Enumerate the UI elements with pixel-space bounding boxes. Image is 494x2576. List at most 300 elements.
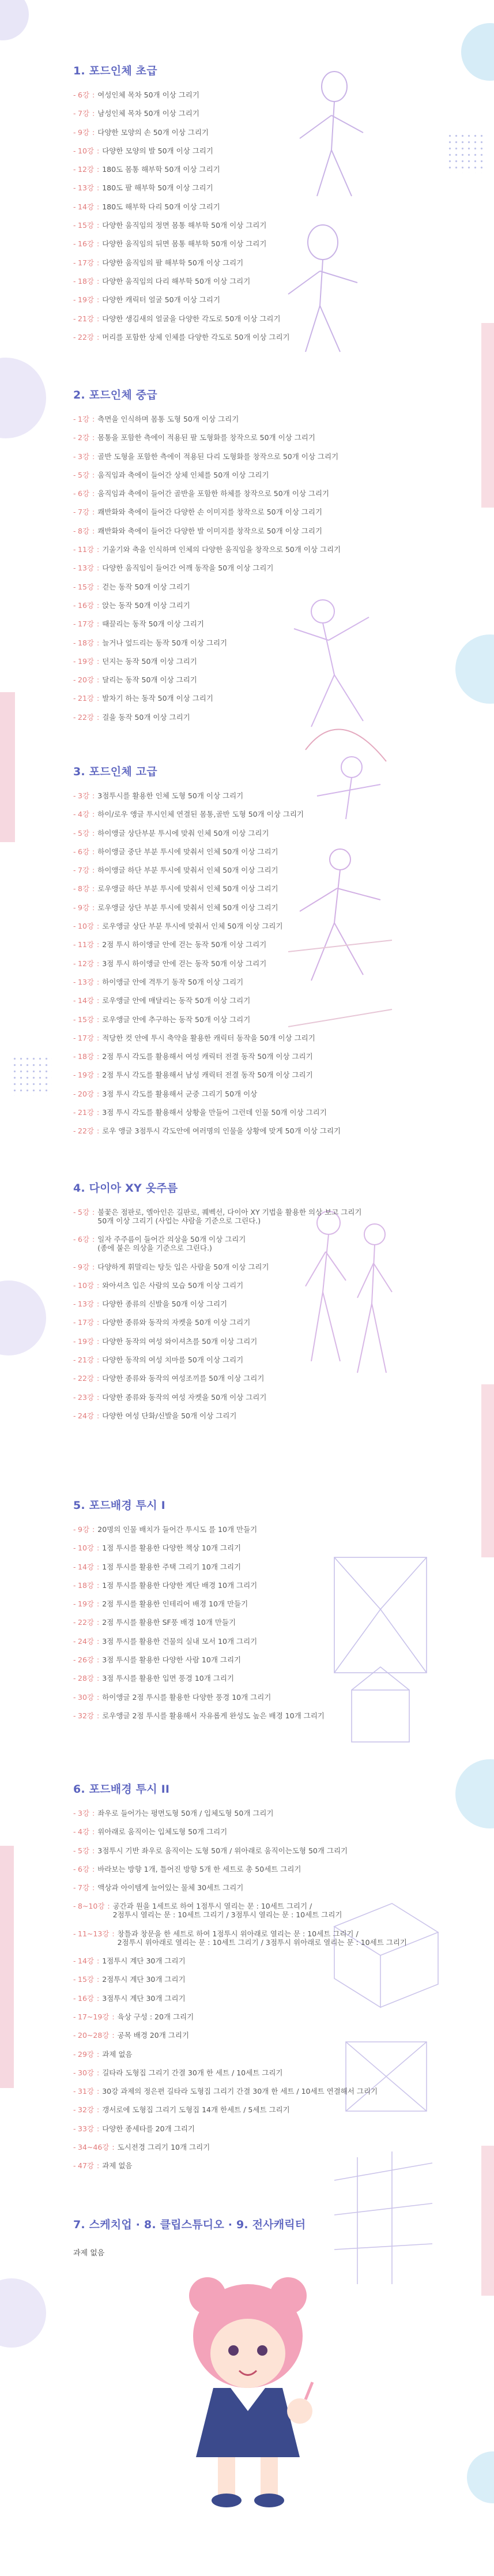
separator: : [96,996,100,1005]
assignment-text: 다양한 캐릭터 얼굴 50개 이상 그리기 [102,295,221,305]
lesson-number: 13강 [78,183,94,193]
bullet-dash: - [73,1929,76,1938]
deco-circle-bottom-right [467,2451,494,2503]
assignment-text: 로우 앵글 3점투시 각도안에 여러명의 인물을 상황에 맞게 50개 이상 그리기 [102,1126,341,1136]
lesson-number: 1강 [78,415,90,423]
lesson-number: 6강 [78,1864,90,1873]
list-item [73,1235,454,1252]
deco-circle-top-right [461,23,494,81]
separator: : [96,600,100,610]
bullet-dash: - [73,656,76,666]
bullet-dash: - [73,2143,76,2152]
lesson-number: 6강 [78,1235,90,1244]
bullet-dash: - [73,1336,76,1346]
assignment-text: 공목 배경 20개 그리기 [117,2031,190,2040]
assignment-text: 다양하게 휘말리는 탕듯 입은 사람을 50개 이상 그리기 [97,1262,269,1271]
bullet-dash: - [73,1599,76,1609]
assignment-text: 움직임과 축에이 들어간 골반을 포함한 하체를 창작으로 50개 이상 그리기 [97,489,330,498]
separator: : [96,1052,100,1061]
list-item [73,1337,454,1346]
bullet-dash: - [73,619,76,629]
assignment-text: 과제 없음 [102,2161,133,2171]
bullet-dash: - [73,1809,76,1818]
bullet-dash: - [73,1318,76,1327]
assignment-text: 몸통을 포함한 측에이 적용된 팔 도형화를 창작으로 50개 이상 그리기 [97,433,315,442]
lesson-number: 10강 [78,1281,94,1290]
separator: : [96,1318,100,1327]
lesson-number: 15강 [78,1975,94,1984]
separator: : [96,1562,100,1571]
list-item [73,147,454,155]
bullet-dash: - [73,1993,76,2003]
separator: : [96,675,100,685]
separator: : [96,2105,100,2115]
assignment-text: 쾌반화와 축에이 들어간 다양한 발 이미지를 창작으로 50개 이상 그리기 [97,526,323,535]
assignment-text: 로우앵글 하단 부분 투시에 맞춰서 인체 50개 이상 그리기 [97,884,278,893]
assignment-text: 로우앵글 2점 투시를 활용해서 자유롭게 완성도 높은 배경 10개 그리기 [102,1711,325,1720]
bullet-dash: - [73,2068,76,2077]
list-item [73,884,454,893]
separator: : [92,508,95,517]
assignment-text: 길타라 도형집 그리기 간결 30개 한 세트 / 10세트 그리기 [102,2068,283,2077]
assignment-text: 공간과 원을 1세트로 하여 1점투시 열리는 문 : 10세트 그리기 / 2점투시 열리는 문 : 10세트 그리기 / 3점투시 열리는 문 : 10세트 그리기 [112,1902,342,1920]
list-item [73,1975,454,1984]
list-item [73,1637,454,1646]
separator: : [96,1336,100,1346]
lesson-number: 14강 [78,202,94,211]
list-item [73,1655,454,1664]
lesson-number: 17강 [78,1318,94,1327]
separator: : [96,1015,100,1024]
list-item [73,713,454,722]
lesson-number: 17강 [78,1033,94,1042]
bullet-dash: - [73,1827,76,1837]
mascot-character-icon [167,2267,329,2521]
assignment-text: 180도 팔 해부학 50개 이상 그리기 [102,183,213,193]
bullet-dash: - [73,508,76,517]
bullet-dash: - [73,2031,76,2040]
lesson-number: 20강 [78,675,94,685]
list-item [73,903,454,912]
lesson-number: 28강 [78,1674,94,1683]
separator: : [96,1033,100,1042]
list-item [73,415,454,423]
assignment-text: 액상과 아이템게 늘어있는 물체 30세트 그리기 [97,1883,244,1892]
separator: : [96,2124,100,2133]
assignment-text: 다양한 움직임의 팔 해부학 50개 이상 그리기 [102,258,244,267]
separator: : [96,2161,100,2171]
bullet-dash: - [73,295,76,305]
section-6 [73,1781,454,2180]
lesson-number: 8강 [78,884,90,893]
list-item [73,527,454,535]
assignment-text: 다양한 동작의 여성 치마를 50개 이상 그리기 [102,1355,244,1365]
lesson-number: 11~13강 [78,1929,110,1938]
bullet-dash: - [73,1108,76,1117]
separator: : [92,903,95,912]
lesson-number: 31강 [78,2087,94,2096]
list-item [73,1599,454,1608]
bullet-dash: - [73,1262,76,1271]
assignment-text: 다양한 종류와 동작의 여성조끼를 50개 이상 그리기 [102,1374,265,1383]
list-item [73,1393,454,1402]
list-item [73,333,454,341]
deco-stripe-left-2 [0,1846,14,2088]
bullet-dash: - [73,903,76,912]
list-item [73,940,454,949]
list-item [73,1525,454,1534]
separator: : [96,1108,100,1117]
lesson-number: 6강 [78,91,90,99]
lesson-number: 20강 [78,1089,94,1098]
list-item [73,2087,454,2096]
lesson-number: 32강 [78,2105,94,2115]
separator: : [96,712,100,722]
list-item [73,1263,454,1271]
assignment-text: 다양한 생김새의 얼굴을 다양한 각도로 50개 이상 그리기 [102,314,281,323]
bullet-dash: - [73,2105,76,2115]
bullet-dash: - [73,127,76,137]
separator: : [96,239,100,249]
list-item [73,583,454,591]
lesson-number: 4강 [78,1827,90,1837]
separator: : [107,1902,110,1911]
separator: : [92,1262,95,1271]
assignment-text: 다양한 모양의 발 50개 이상 그리기 [102,146,213,155]
deco-circle-left-3 [0,1281,46,1355]
list-item [73,471,454,479]
lesson-number: 21강 [78,314,94,323]
separator: : [92,91,95,99]
list-item [73,1581,454,1590]
assignment-text: 30강 과제의 정은편 길타라 도형집 그리기 간결 30개 한 세트 / 10세트 연결해서 그리기 [102,2087,378,2096]
bullet-dash: - [73,1618,76,1627]
assignment-text: 3점투시를 활용한 인체 도형 50개 이상 그리기 [97,791,244,800]
assignment-text: 일자 주주름이 들어간 의상을 50개 이상 그리기 (종에 붙은 의상을 기준으로 그린다.) [97,1235,246,1253]
bullet-dash: - [73,109,76,118]
lesson-number: 4강 [78,810,90,819]
assignment-text: 와아셔츠 입은 사람의 모습 50개 이상 그리기 [102,1281,244,1290]
assignment-text: 1점 투시를 활용한 다양한 계단 배경 10개 그리기 [102,1580,258,1590]
list-item [73,1034,454,1042]
lesson-number: 3강 [78,452,90,461]
assignment-text: 3점 투시를 활용한 다양한 사람 10개 그리기 [102,1655,242,1665]
assignment-text: 머리를 포함한 상체 인체를 다양한 각도로 50개 이상 그리기 [102,332,290,341]
assignment-text: 창틀과 창문을 한 세트로 하여 1점투시 위아래로 열리는 문 : 10세트 그리기 / 2점투시 위아래로 열리는 문 : 10세트 그리기 / 3점투시 위아래로 열리는 문 : 10세트 그리기 [117,1929,407,1947]
separator: : [96,1636,100,1646]
assignment-list [73,791,454,1135]
bullet-dash: - [73,146,76,155]
assignment-list [73,91,454,341]
section-title: 6. 포드배경 투시 II [73,1783,170,1796]
separator: : [96,2049,100,2059]
lesson-number: 18강 [78,1580,94,1590]
separator: : [96,1281,100,1290]
bullet-dash: - [73,1957,76,1966]
list-item [73,1318,454,1327]
list-item [73,675,454,684]
list-item [73,1902,454,1919]
bullet-dash: - [73,545,76,554]
lesson-number: 13강 [78,1300,94,1309]
separator: : [96,202,100,211]
separator: : [92,847,95,856]
assignment-text: 3점 투시를 활용한 건물의 실내 모서 10개 그리기 [102,1636,258,1646]
lesson-number: 7강 [78,508,90,517]
separator: : [96,656,100,666]
lesson-number: 33강 [78,2124,94,2133]
separator: : [112,2031,115,2040]
separator: : [96,2068,100,2077]
separator: : [96,1674,100,1683]
assignment-text: 로우앵글 상단 부분 투시에 맞춰서 인체 50개 이상 그리기 [102,922,283,931]
bullet-dash: - [73,675,76,685]
assignment-list [73,1208,454,1420]
bullet-dash: - [73,922,76,931]
list-item [73,314,454,323]
deco-stripe-right-1 [481,323,494,508]
bullet-dash: - [73,847,76,856]
lesson-number: 22강 [78,332,94,341]
assignment-text: 위아래로 움직이는 입체도형 50개 그리기 [97,1827,228,1837]
bullet-dash: - [73,977,76,986]
assignment-text: 갱서로에 도형집 그리기 도형집 14개 한세트 / 5세트 그리기 [102,2105,290,2115]
assignment-text: 하이앵글 2점 투시를 활용한 다양한 풍경 10개 그리기 [102,1692,271,1702]
bullet-dash: - [73,2087,76,2096]
bullet-dash: - [73,1864,76,1873]
lesson-number: 21강 [78,1108,94,1117]
deco-circle-left-1 [0,358,46,438]
deco-circle-right-3 [455,1759,494,1828]
lesson-number: 17~19강 [78,2012,110,2021]
list-item [73,2143,454,2151]
bullet-dash: - [73,1052,76,1061]
assignment-text: 다양한 여성 단화/신발을 50개 이상 그리기 [102,1411,237,1420]
list-item [73,277,454,286]
bullet-dash: - [73,202,76,211]
list-item [73,1126,454,1135]
lesson-number: 15강 [78,1015,94,1024]
separator: : [96,1089,100,1098]
assignment-text: 2점 투시를 활용한 SF풍 배경 10개 만들기 [102,1618,236,1627]
lesson-number: 32강 [78,1711,94,1720]
list-item [73,1411,454,1420]
list-item [73,165,454,174]
section-3 [73,763,454,1146]
bullet-dash: - [73,2012,76,2021]
section-title: 1. 포드인체 초급 [73,65,157,77]
assignment-text: 걷는 동작 50개 이상 그리기 [102,582,190,591]
assignment-text: 2점투시 계단 30개 그리기 [102,1975,186,1984]
lesson-number: 16강 [78,600,94,610]
assignment-text: 과제 없음 [102,2049,133,2059]
bullet-dash: - [73,1902,76,1911]
assignment-text: 다양한 움직임의 뒤면 몸통 해부학 50개 이상 그리기 [102,239,267,249]
bullet-dash: - [73,996,76,1005]
lesson-number: 14강 [78,1957,94,1966]
assignment-text: 하이/로우 앵글 투시인체 연결된 몸통,골반 도형 50개 이상 그리기 [97,810,304,819]
list-item [73,1071,454,1079]
list-item [73,1052,454,1061]
bullet-dash: - [73,239,76,249]
bullet-dash: - [73,1392,76,1402]
lesson-number: 14강 [78,1562,94,1571]
lesson-number: 30강 [78,1692,94,1702]
lesson-number: 13강 [78,977,94,986]
lesson-number: 15강 [78,221,94,230]
bullet-dash: - [73,415,76,423]
bullet-dash: - [73,1208,76,1216]
assignment-text: 하이앵글 하단 부분 투시에 맞춰서 인체 50개 이상 그리기 [97,866,278,875]
list-item [73,601,454,610]
bullet-dash: - [73,791,76,800]
assignment-text: 180도 해부학 다리 50개 이상 그리기 [102,202,220,211]
list-item [73,1618,454,1627]
list-item [73,2031,454,2040]
list-item [73,639,454,647]
assignment-text: 2점 투시를 활용한 인테리어 배경 10개 만들기 [102,1599,248,1609]
lesson-number: 18강 [78,638,94,647]
assignment-text: 여성인체 목차 50개 이상 그리기 [97,91,199,99]
assignment-text: 1점 투시를 활용한 다양한 책상 10개 그리기 [102,1544,242,1553]
separator: : [96,295,100,305]
separator: : [96,1599,100,1609]
list-item [73,2105,454,2114]
list-item [73,694,454,703]
list-item [73,258,454,267]
separator: : [96,221,100,230]
list-item [73,2161,454,2170]
bullet-dash: - [73,1126,76,1136]
assignment-text: 로우앵글 상단 부분 투시에 맞춰서 인체 50개 이상 그리기 [97,903,278,912]
assignment-text: 하이앵글 중단 부분 투시에 맞춰서 인체 50개 이상 그리기 [97,847,278,856]
lesson-number: 21강 [78,694,94,703]
separator: : [96,694,100,703]
lesson-number: 22강 [78,1126,94,1136]
assignment-text: 늘거나 엎드리는 동작 50개 이상 그리기 [102,638,228,647]
section-2 [73,386,454,731]
lesson-number: 22강 [78,712,94,722]
list-item [73,1865,454,1873]
list-item [73,1809,454,1818]
deco-circle-right-2 [455,634,494,704]
lesson-number: 11강 [78,940,94,949]
lesson-number: 8~10강 [78,1902,105,1911]
lesson-number: 16강 [78,1993,94,2003]
list-item [73,847,454,856]
separator: : [96,1544,100,1553]
list-item [73,1929,454,1947]
separator: : [96,314,100,323]
separator: : [92,791,95,800]
bullet-dash: - [73,332,76,341]
bullet-dash: - [73,1655,76,1665]
lesson-number: 17강 [78,258,94,267]
lesson-number: 7강 [78,866,90,875]
separator: : [112,1929,115,1938]
assignment-text: 움직임과 축에이 들어간 상체 인체를 50개 이상 그리기 [97,470,269,479]
bullet-dash: - [73,183,76,193]
assignment-text: 20명의 인물 배치가 들어간 투시도 를 10개 만들기 [97,1525,258,1534]
no-assignment-text: 과제 없음 [73,2249,105,2258]
list-item [73,2124,454,2133]
list-item [73,183,454,192]
separator: : [92,884,95,893]
lesson-number: 19강 [78,295,94,305]
list-item [73,1281,454,1290]
assignment-text: 도시전경 그리기 10개 그리기 [117,2143,210,2152]
lesson-number: 6강 [78,489,90,498]
section-title: 3. 포드인체 고급 [73,765,157,778]
separator: : [92,1864,95,1873]
lesson-number: 12강 [78,959,94,968]
separator: : [92,1827,95,1837]
bullet-dash: - [73,1355,76,1365]
bullet-dash: - [73,2124,76,2133]
assignment-text: 다양한 움직임이 들어간 어깨 동작을 50개 이상 그리기 [102,564,274,573]
separator: : [96,977,100,986]
lesson-number: 18강 [78,276,94,286]
list-item [73,922,454,930]
bullet-dash: - [73,884,76,893]
bullet-dash: - [73,828,76,838]
bullet-dash: - [73,712,76,722]
separator: : [96,1411,100,1420]
deco-dots-2 [12,1056,52,1096]
lesson-number: 5강 [78,470,90,479]
separator: : [96,1711,100,1720]
lesson-number: 24강 [78,1636,94,1646]
section-final [73,2216,454,2258]
bullet-dash: - [73,165,76,174]
bullet-dash: - [73,1580,76,1590]
bullet-dash: - [73,1281,76,1290]
assignment-text: 걸을 동작 50개 이상 그리기 [102,712,190,722]
bullet-dash: - [73,1544,76,1553]
assignment-text: 남성인체 목차 50개 이상 그리기 [97,109,199,118]
bullet-dash: - [73,1562,76,1571]
bullet-dash: - [73,276,76,286]
separator: : [92,1809,95,1818]
bullet-dash: - [73,1975,76,1984]
separator: : [92,1235,95,1244]
bullet-dash: - [73,1033,76,1042]
lesson-number: 11강 [78,545,94,554]
separator: : [92,1208,95,1216]
separator: : [96,1580,100,1590]
separator: : [96,258,100,267]
assignment-text: 앉는 동작 50개 이상 그리기 [102,600,190,610]
bullet-dash: - [73,1846,76,1855]
list-item [73,2012,454,2021]
list-item [73,1957,454,1965]
assignment-text: 측면을 인식하며 몸통 도형 50개 이상 그리기 [97,415,239,423]
separator: : [96,1126,100,1136]
assignment-text: 1점 투시를 활용한 주택 그리기 10개 그리기 [102,1562,242,1571]
separator: : [96,276,100,286]
separator: : [96,1071,100,1080]
lesson-number: 9강 [78,903,90,912]
separator: : [92,1883,95,1892]
lesson-number: 18강 [78,1052,94,1061]
list-item [73,1711,454,1720]
bullet-dash: - [73,1711,76,1720]
assignment-text: 다양한 모양의 손 50개 이상 그리기 [97,127,209,137]
bullet-dash: - [73,1692,76,1702]
assignment-text: 다양한 움직임의 다리 해부학 50개 이상 그리기 [102,276,251,286]
separator: : [92,810,95,819]
list-item [73,91,454,99]
